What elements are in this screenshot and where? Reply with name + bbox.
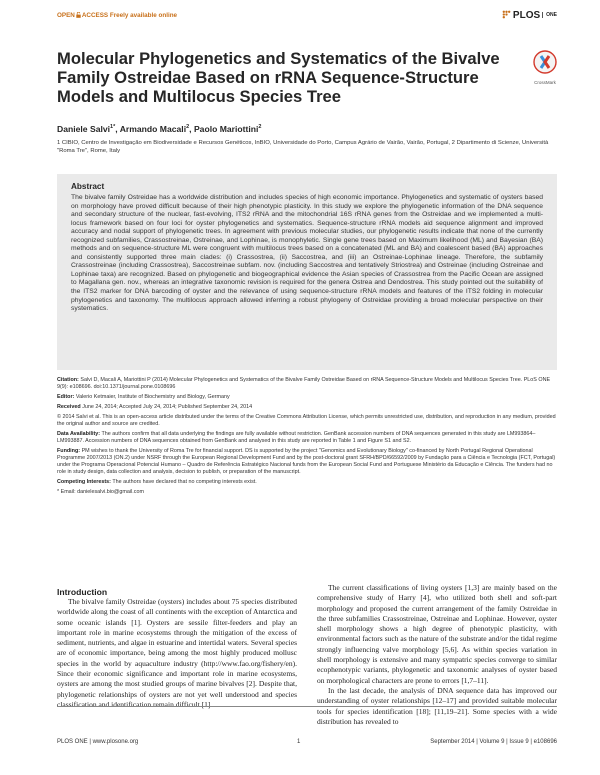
abstract-heading: Abstract: [71, 182, 105, 191]
crossmark-label: CrossMark: [534, 80, 556, 85]
dates-row: [57, 404, 557, 411]
one-label: ONE: [542, 12, 557, 18]
competing-interests-text: The authors have declared that no competing interests exist.: [112, 479, 257, 485]
footer-issue-info: September 2014 | Volume 9 | Issue 9 | e108696: [430, 739, 557, 745]
competing-interests-label: Competing Interests:: [57, 479, 111, 485]
crossmark-icon: [533, 50, 557, 74]
access-label: ACCESS: [81, 12, 109, 19]
editor-label: Editor:: [57, 394, 75, 400]
funding-text: PM wishes to thank the University of Roma Tre for financial support. DS is supported by the project "Genomics and Evolutionary Biology" co-financed by North Portugal Regional Operational Programme 2007/2013 (ON.2) under NSRF through the European Regional Development Fund and by the post-doctoral grant SFRH/BPD/66592/2009 by Fundação para a Ciência e Tecnologia (FCT, Portugal) under the Programa Operacional Potencial Humano – Quadro de Referência Estratégico Nacional funds from the European Social Fund and Portuguese Ministério da Educação e Ciência. The funders had no role in study design, data collection and analysis, decision to publish, or preparation of the manuscript.: [57, 448, 556, 475]
author-name[interactable]: Armando Macali: [119, 124, 187, 134]
author-affiliation-mark: 2: [186, 124, 190, 131]
author-list: Daniele Salvi$^{1*}$, Armando Macali$^2$, Paolo Mariottini$^2$: [57, 124, 262, 134]
affiliations: 1 CIBIO, Centro de Investigação em Biodiversidade e Recursos Genéticos, InBIO, Universidade do Porto, Campus Agrário de Vairão, Vairão, Portugal, 2 Dipartimento di Scienze, Università "Roma Tre", Rome, Italy: [57, 140, 549, 154]
open-access-label: OPEN: [57, 12, 75, 19]
journal-header: [57, 10, 557, 26]
crossmark-badge[interactable]: [520, 50, 570, 85]
funding-label: Funding:: [57, 448, 81, 454]
editor-row: [57, 394, 557, 401]
copyright-row: [57, 414, 557, 428]
email-text[interactable]: * Email: danielesalvi.bio@gmail.com: [57, 489, 144, 495]
body-paragraph: In the last decade, the analysis of DNA sequence data has improved our understanding of oyster relationships [12–17] and provided suitable molecular tools for species identification [18]; [11,19–21]. Some species with a wide distribution has revealed to: [317, 685, 557, 726]
citation-text: Salvi D, Macali A, Mariottini P (2014) Molecular Phylogenetics and Systematics of the Bivalve Family Ostreidae Based on rRNA Sequence-Structure Models and Multilocus Species Tree. PLoS ONE 9(9): e108696. doi:10.1371/journal.pone.0108696: [57, 377, 551, 390]
freely-available-label: Freely available online: [109, 12, 178, 19]
email-row: [57, 489, 557, 496]
article-title: Molecular Phylogenetics and Systematics of the Bivalve Family Ostreidae Based on rRNA Sequence-Structure Models and Multilocus Species Tree: [57, 49, 500, 106]
body-column-left: [57, 577, 297, 710]
author-name[interactable]: Daniele Salvi: [57, 124, 111, 134]
abstract-text: The bivalve family Ostreidae has a worldwide distribution and includes species of high economic importance. Phylogenetics and systematic of oysters based on morphology have proved difficult because of their high phenotypic plasticity. In this study we explore the phylogenetic information of the DNA sequence and secondary structure of the nuclear, fast-evolving, ITS2 rRNA and the mitochondrial 16S rRNA genes from the Ostreidae and we implemented a multi-locus framework based on four loci for oyster phylogenetics and systematics. Sequence-structure rRNA models aid sequence alignment and improved accuracy and nodal support of phylogenetic trees. In agreement with previous molecular studies, our phylogenetic results indicate that none of the currently recognized subfamilies, Crassostreinae, Ostreinae, and Lophinae, is monophyletic. Single gene trees based on Maximum likelihood (ML) and Bayesian (BA) methods and on sequence-structure ML were congruent with multilocus trees based on a concatenated (ML and BA) and coalescent based (BA) approaches and consistently supported three main clades: (i) Crassostrea, (ii) Saccostrea, and (iii) an Ostreinae-Lophinae lineage. Therefore, the subfamily Crassostreinae (including Crassostrea), Saccostreinae subfam. nov. (including Saccostrea and tentatively Striostrea) and Ostreinae (including Ostreinae and Lophinae taxa) are recognized. Based on phylogenetic and biogeographical evidence the Asian species of Crassostrea from the Pacific Ocean are assigned to Magallana gen. nov., whereas an integrative taxonomic revision is required for the genera Ostrea and Dendostrea. This study pointed out the suitability of the ITS2 marker for DNA barcoding of oyster and the relevance of using sequence-structure rRNA models and features of the ITS2 folding in molecular phylogenetics and taxonomy. The multilocus approach allowed inferring a robust phylogeny of Ostreidae providing a broad molecular perspective on their systematics.: [71, 194, 543, 313]
citation-label: Citation:: [57, 377, 79, 383]
received-label: Received: [57, 404, 81, 410]
plos-logo-icon: [502, 10, 511, 19]
data-availability-text: The authors confirm that all data underlying the findings are fully available without restriction. GenBank accession numbers of DNA sequences generated in this study are LM993864–LM993887. Accession numbers of DNA sequences obtained from GenBank and analysed in this study are reported in Table 1 and Figure S1 and S2.: [57, 431, 536, 444]
body-paragraph: The current classifications of living oysters [1,3] are mainly based on the comprehensive study of Harry [4], who utilized both shell and soft-part morphology and proposed the current arrangement of the family Ostreidae in the three subfamilies Crassostreinae, Ostreinae and Lophinae. However, oyster shell morphology shows a high degree of phenotypic plasticity, with environmental factors such as the nature of the substrate and/or the tidal regime strongly influencing valve morphology [5,6]. As within species variation in shell morphology is extensive and many sympatric species converge to similar ecophenotypic variants, phylogenetic and taxonomic analyses of oyster based on morphological characters are prone to errors [1,7–11].: [317, 583, 557, 685]
citation-row: [57, 377, 557, 391]
open-access-badge: [57, 12, 177, 19]
page-number: 1: [297, 739, 301, 745]
plos-label: PLOS: [512, 10, 541, 21]
copyright-text: © 2014 Salvi et al. This is an open-access article distributed under the terms of the Creative Commons Attribution License, which permits unrestricted use, distribution, and reproduction in any medium, provided the original author and source are credited.: [57, 414, 556, 427]
open-lock-icon: [76, 12, 81, 18]
article-metadata: [57, 377, 557, 499]
author-affiliation-mark: 1*: [110, 124, 116, 131]
plos-one-logo[interactable]: [502, 10, 557, 21]
abstract-box: [57, 174, 557, 370]
footer-divider: [57, 706, 557, 707]
data-availability-label: Data Availability:: [57, 431, 101, 437]
author-affiliation-mark: 2: [258, 124, 262, 131]
editor-text: Valerio Ketmaier, Institute of Biochemistry and Biology, Germany: [75, 394, 230, 400]
funding-row: [57, 448, 557, 476]
dates-text: June 24, 2014; Accepted July 24, 2014; Published September 24, 2014: [82, 404, 253, 410]
body-paragraph: The bivalve family Ostreidae (oysters) includes about 75 species distributed worldwide along the coast of all continents with the exception of Antarctica and some oceanic islands [1]. Oysters are sessile filter-feeders and play an important role in marine ecosystems through the mitigation of the excess of sediment, nutrients, and algae in estuarine and intertidal waters. Several species are of economic importance, being among the most highly produced mollusc species in the world by aquaculture industry (http://www.fao.org/fishery/en). Since their economic significance and important role in marine ecosystems, oysters are among the most studied groups of marine bivalves [2]. Despite that, phylogenetic relationships of oysters are not yet well understood and species classification and identification remain difficult [1].: [57, 597, 297, 709]
introduction-heading: Introduction: [57, 587, 108, 597]
footer-journal[interactable]: PLOS ONE | www.plosone.org: [57, 739, 139, 745]
competing-interests-row: [57, 479, 557, 486]
author-name[interactable]: Paolo Mariottini: [193, 124, 259, 134]
data-availability-row: [57, 431, 557, 445]
